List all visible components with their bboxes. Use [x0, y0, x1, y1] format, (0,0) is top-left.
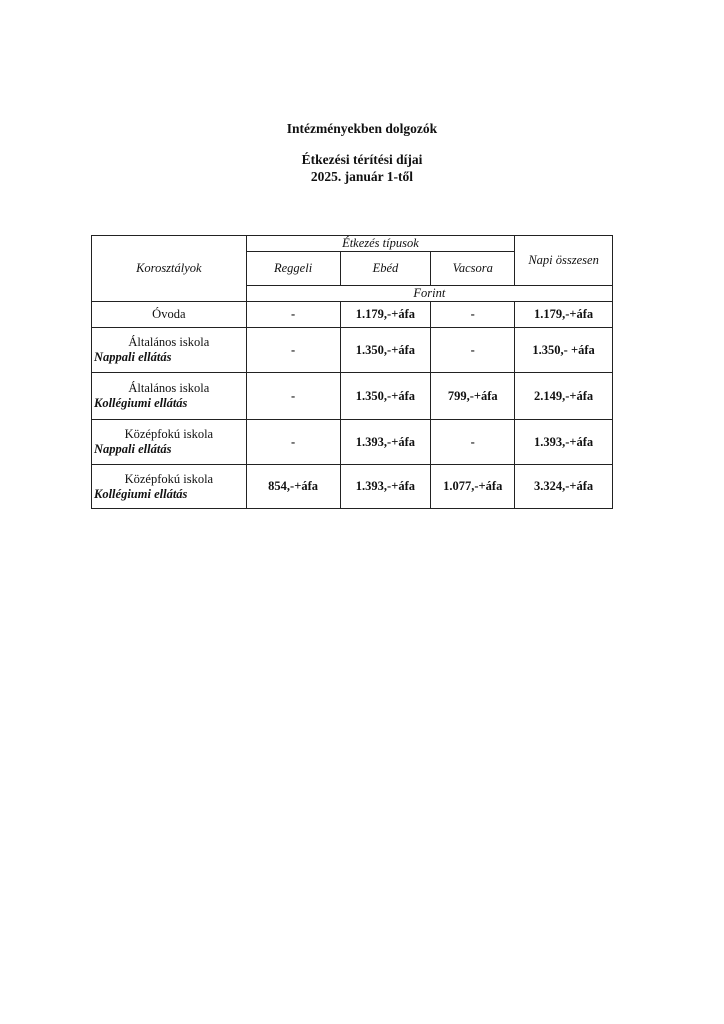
document-title: Intézményekben dolgozók [286, 121, 438, 136]
header-reggeli: Reggeli [246, 252, 340, 286]
table-row [92, 420, 613, 465]
row-subcategory: Nappali ellátás [94, 350, 172, 364]
cell-total: 3.324,-+áfa [515, 465, 613, 509]
cell-reggeli: - [246, 420, 340, 465]
cell-total: 1.393,-+áfa [515, 420, 613, 465]
table-row [92, 328, 613, 373]
table-row [92, 302, 613, 328]
row-category: Középfokú iskola Kollégiumi ellátás [92, 465, 247, 509]
cell-vacsora: - [431, 302, 515, 328]
cell-vacsora: 1.077,-+áfa [431, 465, 515, 509]
cell-vacsora: - [431, 420, 515, 465]
table-row [92, 373, 613, 420]
document-subtitle: Étkezési térítési díjai [301, 152, 423, 167]
cell-reggeli: - [246, 373, 340, 420]
row-subcategory: Nappali ellátás [94, 442, 172, 456]
cell-reggeli: 854,-+áfa [246, 465, 340, 509]
header-ebed: Ebéd [340, 252, 431, 286]
cell-vacsora: - [431, 328, 515, 373]
row-category: Általános iskola Kollégiumi ellátás [92, 373, 247, 420]
cell-reggeli: - [246, 328, 340, 373]
cell-total: 1.350,- +áfa [515, 328, 613, 373]
cell-total: 1.179,-+áfa [515, 302, 613, 328]
cell-ebed: 1.393,-+áfa [340, 465, 431, 509]
header-age-groups: Korosztályok [92, 236, 247, 302]
header-daily-total: Napi összesen [515, 236, 613, 286]
cell-total: 2.149,-+áfa [515, 373, 613, 420]
header-meal-types: Étkezés típusok [246, 236, 514, 252]
row-subcategory: Kollégiumi ellátás [94, 396, 188, 410]
cell-ebed: 1.350,-+áfa [340, 328, 431, 373]
row-subcategory: Kollégiumi ellátás [94, 486, 188, 501]
row-category: Általános iskola Nappali ellátás [92, 328, 247, 373]
cell-vacsora: 799,-+áfa [431, 373, 515, 420]
document-header [0, 120, 724, 185]
table-row [92, 465, 613, 509]
cell-reggeli: - [246, 302, 340, 328]
row-category: Középfokú iskola Nappali ellátás [92, 420, 247, 465]
row-category: Óvoda [92, 302, 247, 328]
cell-ebed: 1.350,-+áfa [340, 373, 431, 420]
header-vacsora: Vacsora [431, 252, 515, 286]
cell-ebed: 1.179,-+áfa [340, 302, 431, 328]
cell-ebed: 1.393,-+áfa [340, 420, 431, 465]
header-unit: Forint [246, 286, 612, 302]
document-date: 2025. január 1-től [310, 169, 414, 184]
fee-table [91, 235, 613, 509]
